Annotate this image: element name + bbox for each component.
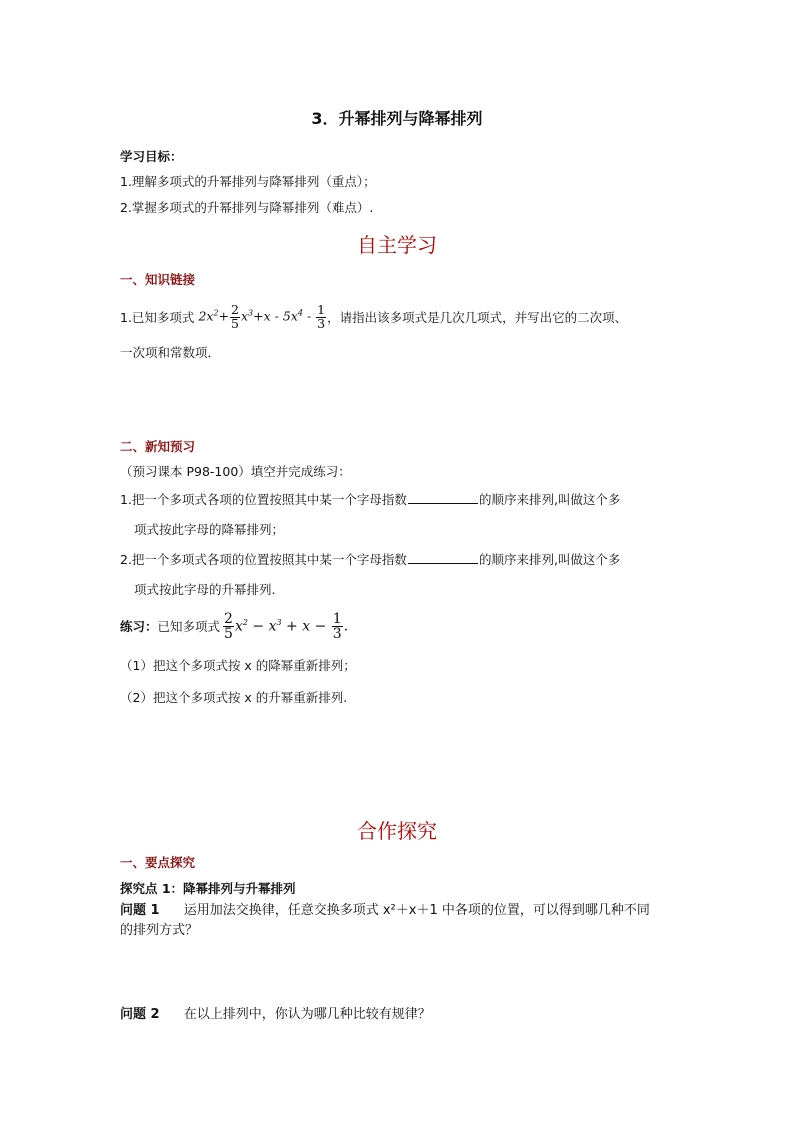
problem-1-line-2: 的排列方式？ xyxy=(120,923,199,938)
subsection-key-points: 一、要点探究 xyxy=(120,855,196,870)
subsection-knowledge-link: 一、知识链接 xyxy=(120,272,196,287)
q1-prefix: 1.已知多项式 xyxy=(120,310,195,325)
problem-1 xyxy=(120,899,650,918)
problem-1-label: 问题 1 xyxy=(120,903,160,918)
fraction-one-third: $\frac{1}{3}$ xyxy=(317,302,326,331)
practice-text: 已知多项式 xyxy=(157,619,221,634)
fill-in-1-text-a: 1.把一个多项式各项的位置按照其中某一个字母指数 xyxy=(120,492,407,507)
subsection-new-preview: 二、新知预习 xyxy=(120,439,196,454)
problem-2-label: 问题 2 xyxy=(120,1007,160,1022)
practice-label: 练习： xyxy=(120,619,158,634)
blank-1[interactable] xyxy=(408,502,478,504)
polynomial-formula-1: $2x^2+$ $\frac{2}{5}$ $x^3+x - 5x^4$ - $\frac{1}{3}$ xyxy=(198,302,326,331)
preview-intro: （预习课本 P98-100）填空并完成练习： xyxy=(120,464,351,479)
polynomial-formula-2: $\frac{2}{5}$ $x^2 - x^3 + x$ − $\frac{1}{3}$ . xyxy=(224,610,349,642)
fraction-two-fifths-2: $\frac{2}{5}$ xyxy=(224,610,233,642)
fill-in-1-text-b: 的顺序来排列,叫做这个多 xyxy=(478,492,621,507)
objective-item-2: 2.掌握多项式的升幂排列与降幂排列（难点）. xyxy=(120,200,374,215)
q1-suffix: ，请指出该多项式是几次几项式，并写出它的二次项、 xyxy=(327,310,628,325)
practice-part-2: （2）把这个多项式按 x 的升幂重新排列. xyxy=(120,690,348,705)
exploration-point-1: 探究点 1：降幂排列与升幂排列 xyxy=(120,881,296,896)
problem-1-text: 运用加法交换律，任意交换多项式 x²＋x＋1 中各项的位置，可以得到哪几种不同 xyxy=(183,903,650,918)
section-title-self-study: 自主学习 xyxy=(357,233,437,257)
fraction-two-fifths: $\frac{2}{5}$ xyxy=(231,302,239,331)
problem-2-text: 在以上排列中，你认为哪几种比较有规律？ xyxy=(183,1007,431,1022)
question-1-line-2: 一次项和常数项． xyxy=(120,345,221,360)
blank-2[interactable] xyxy=(408,562,478,564)
section-title-cooperative: 合作探究 xyxy=(357,819,437,843)
page-title: 3．升幂排列与降幂排列 xyxy=(311,109,483,128)
objective-item-1: 1.理解多项式的升幂排列与降幂排列（重点）； xyxy=(120,174,376,189)
fill-in-2 xyxy=(120,550,620,568)
fill-in-2-line-2: 项式按此字母的升幂排列. xyxy=(134,582,276,597)
fill-in-2-text-b: 的顺序来排列,叫做这个多 xyxy=(478,552,621,567)
problem-2 xyxy=(120,1003,431,1022)
fill-in-2-text-a: 2.把一个多项式各项的位置按照其中某一个字母指数 xyxy=(120,552,407,567)
practice-part-1: （1）把这个多项式按 x 的降幂重新排列； xyxy=(120,658,356,673)
fraction-one-third-2: $\frac{1}{3}$ xyxy=(332,610,342,642)
fill-in-1 xyxy=(120,490,620,508)
objectives-heading: 学习目标： xyxy=(120,149,183,164)
fill-in-1-line-2: 项式按此字母的降幂排列； xyxy=(134,522,285,537)
question-1-line xyxy=(120,299,627,335)
practice-line xyxy=(120,606,348,646)
